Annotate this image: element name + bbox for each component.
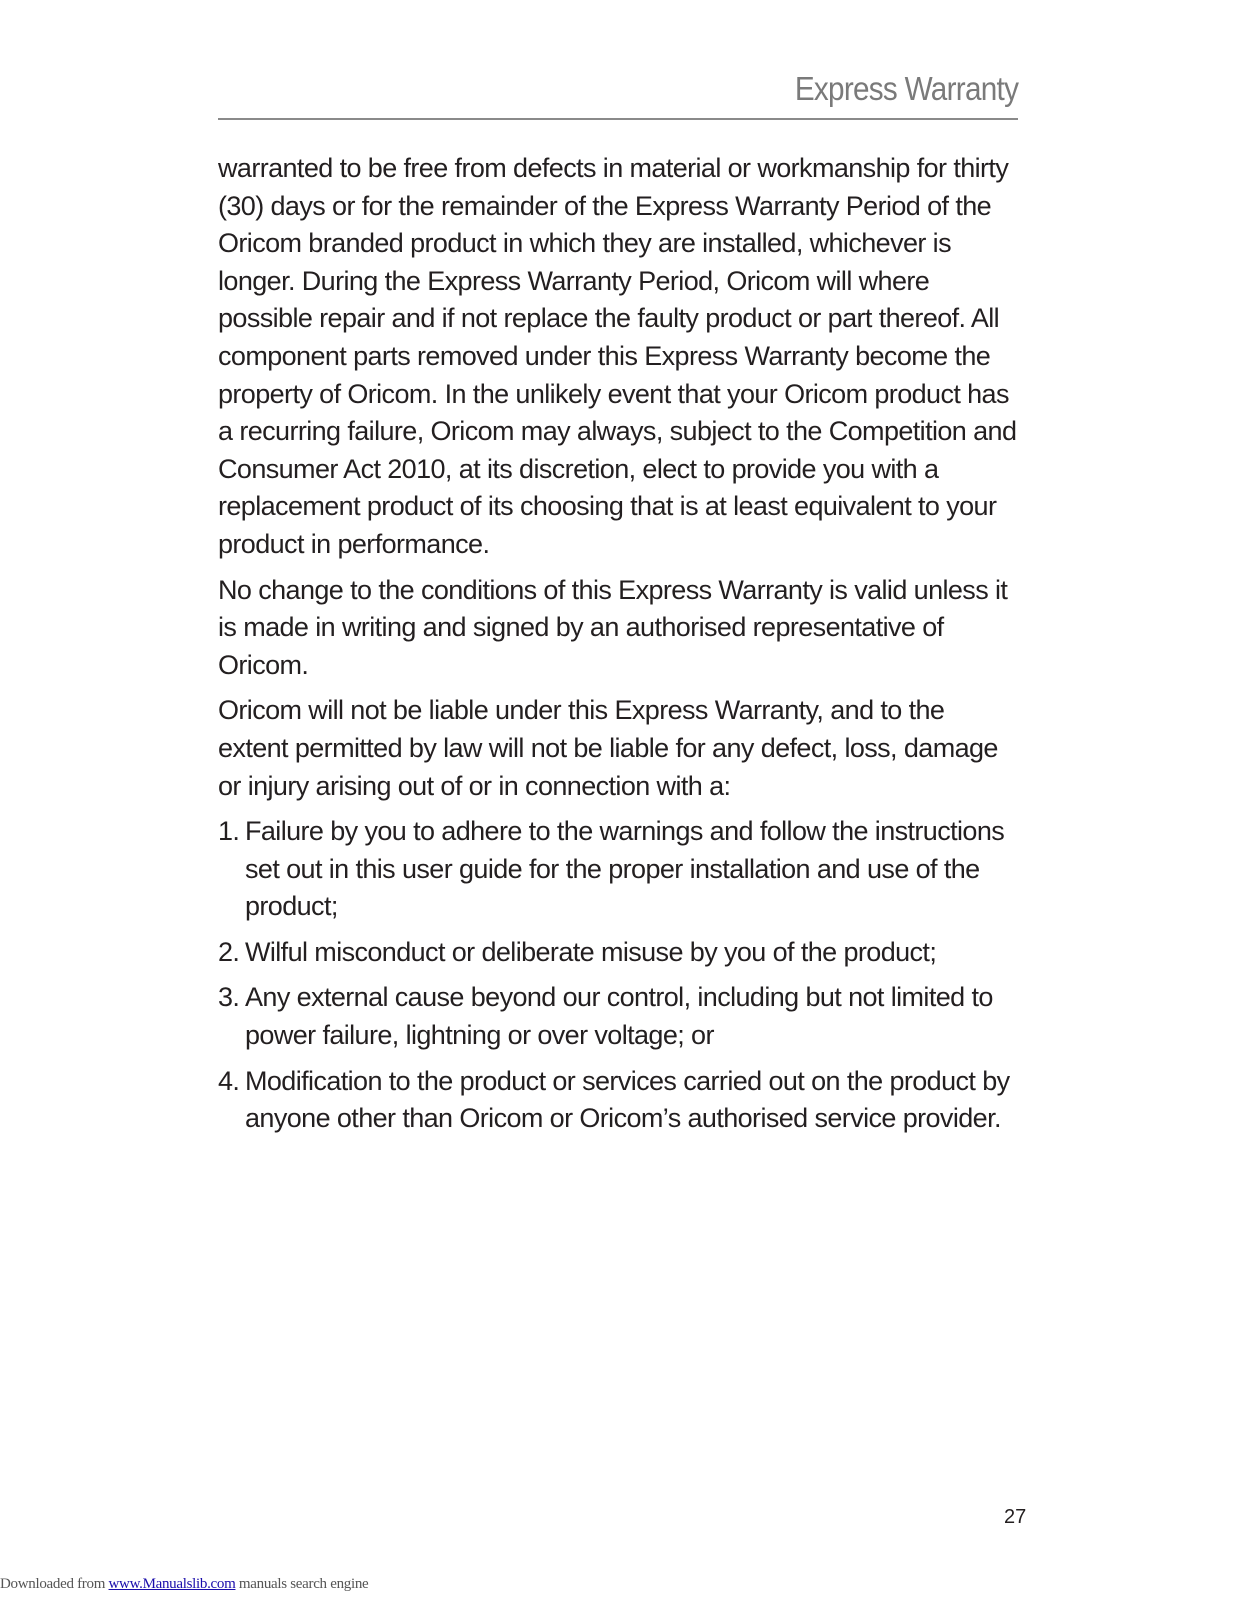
list-item xyxy=(218,979,1018,1054)
liability-paragraph: Oricom will not be liable under this Express Warranty, and to the extent permitted by law will not be liable for any defect, loss, damage or injury arising out of or in connection with a: xyxy=(218,695,998,801)
list-item-number: 4. xyxy=(218,1065,240,1096)
page-number: 27 xyxy=(1004,1506,1027,1528)
page-header xyxy=(218,66,1018,120)
list-item xyxy=(218,813,1018,926)
list-item-number: 2. xyxy=(218,936,240,967)
list-item-text: Failure by you to adhere to the warnings and follow the instructions set out in this user guide for the proper installation and use of the product; xyxy=(245,816,1005,922)
list-item xyxy=(218,1063,1018,1138)
footer-prefix: Downloaded from xyxy=(0,1576,109,1592)
warranty-paragraph: warranted to be free from defects in material or workmanship for thirty (30) days or for the remainder of the Express Warranty Period of the Oricom branded product in which they are installed, whichever is longer. During the Express Warranty Period, Oricom will where possible repair and if not replace the faulty product or part thereof. All component parts removed under this Express Warranty become the property of Oricom. In the unlikely event that your Oricom product has a recurring failure, Oricom may always, subject to the Competition and Consumer Act 2010, at its discretion, elect to provide you with a replacement product of its choosing that is at least equivalent to your product in performance. xyxy=(218,153,1017,559)
page-content xyxy=(218,150,1018,1146)
list-item-text: Wilful misconduct or deliberate misuse by you of the product; xyxy=(245,936,937,967)
list-item-text: Modification to the product or services carried out on the product by anyone other than Oricom or Oricom’s authorised service provider. xyxy=(245,1065,1010,1134)
manualslib-link[interactable]: www.Manualslib.com xyxy=(108,1576,236,1592)
list-item-number: 3. xyxy=(218,982,240,1013)
conditions-paragraph: No change to the conditions of this Express Warranty is valid unless it is made in writing and signed by an authorised representative of Oricom. xyxy=(218,574,1008,680)
exclusions-list xyxy=(218,813,1018,1138)
list-item-number: 1. xyxy=(218,816,240,847)
footer-suffix: manuals search engine xyxy=(235,1576,369,1592)
download-footer xyxy=(0,1576,368,1593)
section-title: Express Warranty xyxy=(794,70,1018,107)
list-item xyxy=(218,934,1018,972)
list-item-text: Any external cause beyond our control, including but not limited to power failure, lightning or over voltage; or xyxy=(245,982,993,1051)
